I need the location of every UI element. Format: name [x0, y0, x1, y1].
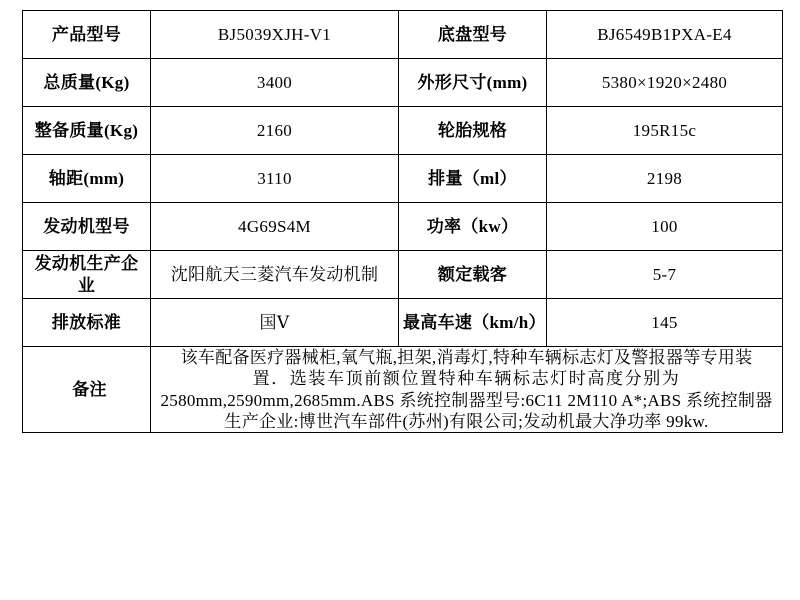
row-value-power: 100: [547, 203, 783, 251]
row-value-engine-manufacturer: 沈阳航天三菱汽车发动机制: [151, 251, 399, 299]
row-value-product-model: BJ5039XJH-V1: [151, 11, 399, 59]
table-body: [23, 11, 783, 433]
remark-line-3: 2580mm,2590mm,2685mm.ABS 系统控制器型号:6C11 2M110 A*;ABS 系统控制器: [160, 390, 773, 410]
row-label-engine-manufacturer: 发动机生产企业: [23, 251, 151, 299]
row-label-power: 功率（kw）: [399, 203, 547, 251]
remark-line-2: 置．选装车顶前额位置特种车辆标志灯时高度分别为: [252, 369, 681, 389]
table-row: [23, 251, 783, 299]
remark-body: [151, 347, 783, 433]
row-label-dimensions: 外形尺寸(mm): [399, 59, 547, 107]
row-value-wheelbase: 3110: [151, 155, 399, 203]
remark-line-4: 生产企业:博世汽车部件(苏州)有限公司;发动机最大净功率 99kw.: [224, 411, 709, 431]
table-row: [23, 155, 783, 203]
row-value-tire-spec: 195R15c: [547, 107, 783, 155]
row-label-chassis-model: 底盘型号: [399, 11, 547, 59]
row-value-dimensions: 5380×1920×2480: [547, 59, 783, 107]
row-label-max-speed: 最高车速（km/h）: [399, 299, 547, 347]
table-row-remark: [23, 347, 783, 433]
table-row: [23, 299, 783, 347]
row-label-rated-passengers: 额定载客: [399, 251, 547, 299]
row-label-wheelbase: 轴距(mm): [23, 155, 151, 203]
remark-line-1: 该车配备医疗器械柜,氧气瓶,担架,消毒灯,特种车辆标志灯及警报器等专用装: [180, 348, 753, 367]
table-row: [23, 11, 783, 59]
table-row: [23, 203, 783, 251]
row-label-emission-standard: 排放标准: [23, 299, 151, 347]
row-label-displacement: 排量（ml）: [399, 155, 547, 203]
row-label-gross-mass: 总质量(Kg): [23, 59, 151, 107]
remark-label: 备注: [23, 347, 151, 433]
vehicle-spec-table: [22, 10, 783, 433]
row-value-engine-model: 4G69S4M: [151, 203, 399, 251]
row-value-max-speed: 145: [547, 299, 783, 347]
row-label-tire-spec: 轮胎规格: [399, 107, 547, 155]
row-label-engine-model: 发动机型号: [23, 203, 151, 251]
row-value-displacement: 2198: [547, 155, 783, 203]
table-row: [23, 107, 783, 155]
row-label-product-model: 产品型号: [23, 11, 151, 59]
table-row: [23, 59, 783, 107]
row-label-curb-mass: 整备质量(Kg): [23, 107, 151, 155]
row-value-emission-standard: 国Ⅴ: [151, 299, 399, 347]
row-value-chassis-model: BJ6549B1PXA-E4: [547, 11, 783, 59]
row-value-gross-mass: 3400: [151, 59, 399, 107]
row-value-rated-passengers: 5-7: [547, 251, 783, 299]
row-value-curb-mass: 2160: [151, 107, 399, 155]
